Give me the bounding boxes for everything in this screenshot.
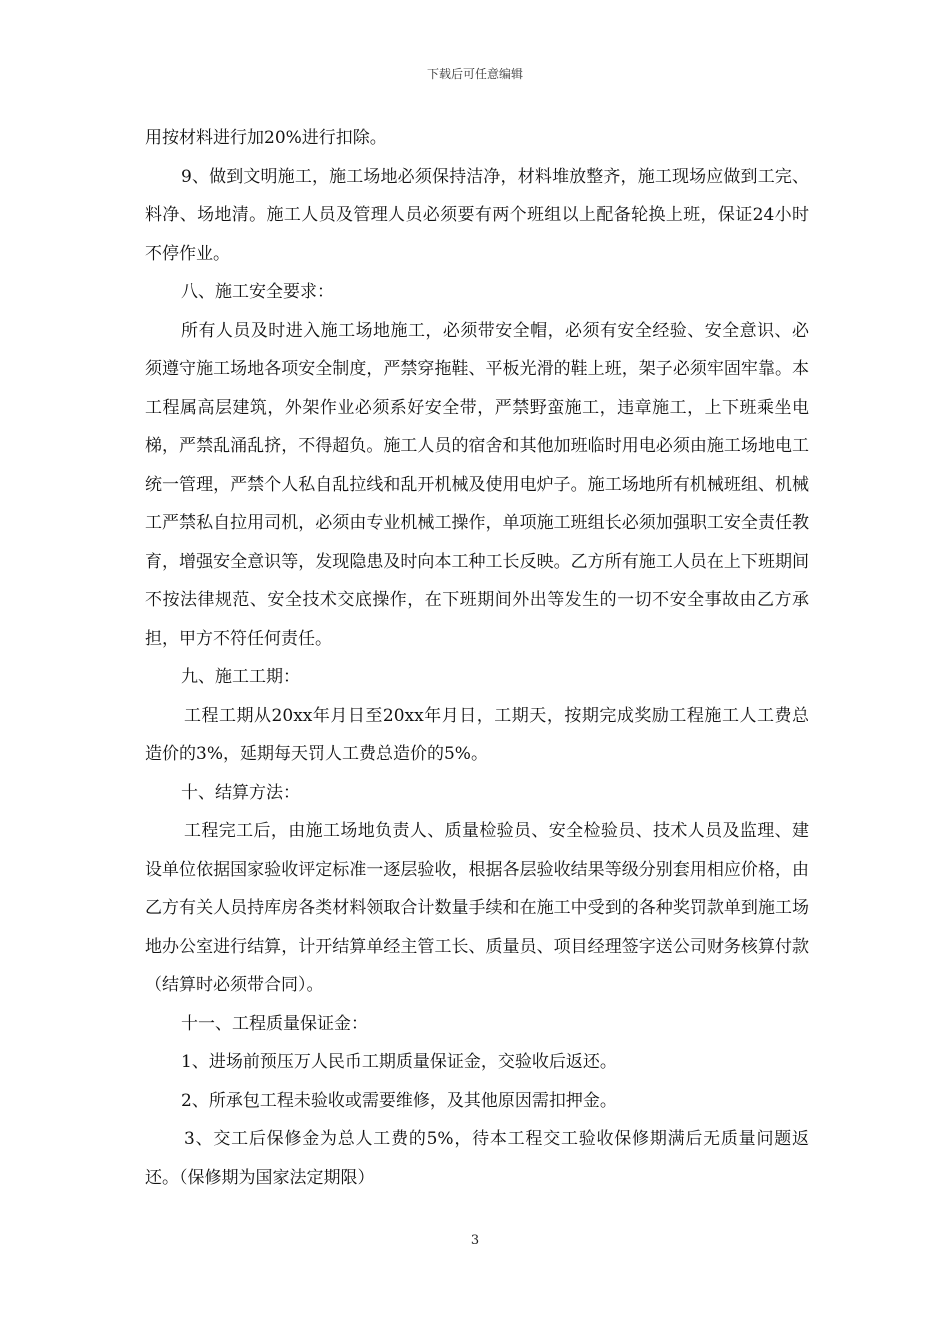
- paragraph-construction-period: 工程工期从20xx年月日至20xx年月日，工期天，按期完成奖励工程施工人工费总造价的3%，延期每天罚人工费总造价的5%。: [145, 705, 809, 764]
- section-heading-10-settlement: 十、结算方法：: [181, 782, 300, 803]
- paragraph-deposit-item-1: 1、进场前预压万人民币工期质量保证金，交验收后返还。: [181, 1052, 617, 1072]
- paragraph-deposit-item-3: 3、交工后保修金为总人工费的5%，待本工程交工验收保修期满后无质量问题返还。（保修期为国家法定期限）: [145, 1129, 809, 1188]
- document-body: [145, 119, 809, 1197]
- section-heading-8-safety: 八、施工安全要求：: [181, 282, 334, 302]
- section-heading-11-quality-deposit: 十一、工程质量保证金：: [181, 1013, 368, 1034]
- paragraph-safety-requirements: 所有人员及时进入施工场地施工，必须带安全帽，必须有安全经验、安全意识、必须遵守施工场地各项安全制度，严禁穿拖鞋、平板光滑的鞋上班，架子必须牢固牢靠。本工程属高层建筑，外架作业必须系好安全带，严禁野蛮施工，违章施工，上下班乘坐电梯，严禁乱涌乱挤，不得超负。施工人员的宿舍和其他加班临时用电必须由施工场地电工统一管理，严禁个人私自乱拉线和乱开机械及使用电炉子。施工场地所有机械班组、机械工严禁私自拉用司机，必须由专业机械工操作，单项施工班组长必须加强职工安全责任教育，增强安全意识等，发现隐患及时向本工种工长反映。乙方所有施工人员在上下班期间不按法律规范、安全技术交底操作，在下班期间外出等发生的一切不安全事故由乙方承担，甲方不符任何责任。: [145, 320, 809, 649]
- paragraph-deduction-note: 用按材料进行加20%进行扣除。: [145, 128, 387, 148]
- paragraph-item-9-civilized-construction: 9、做到文明施工，施工场地必须保持洁净，材料堆放整齐，施工现场应做到工完、料净、场地清。施工人员及管理人员必须要有两个班组以上配备轮换上班，保证24小时不停作业。: [145, 166, 809, 264]
- page-header: 下载后可任意编辑: [426, 67, 523, 81]
- section-heading-9-schedule: 九、施工工期：: [181, 667, 300, 687]
- page-number: 3: [470, 1233, 480, 1248]
- paragraph-deposit-item-2: 2、所承包工程未验收或需要维修，及其他原因需扣押金。: [181, 1090, 617, 1111]
- paragraph-settlement-method: 工程完工后，由施工场地负责人、质量检验员、安全检验员、技术人员及监理、建设单位依据国家验收评定标准一逐层验收，根据各层验收结果等级分别套用相应价格，由乙方有关人员持库房各类材料领取合计数量手续和在施工中受到的各种奖罚款单到施工场地办公室进行结算，计开结算单经主管工长、质量员、项目经理签字送公司财务核算付款（结算时必须带合同）。: [145, 821, 809, 995]
